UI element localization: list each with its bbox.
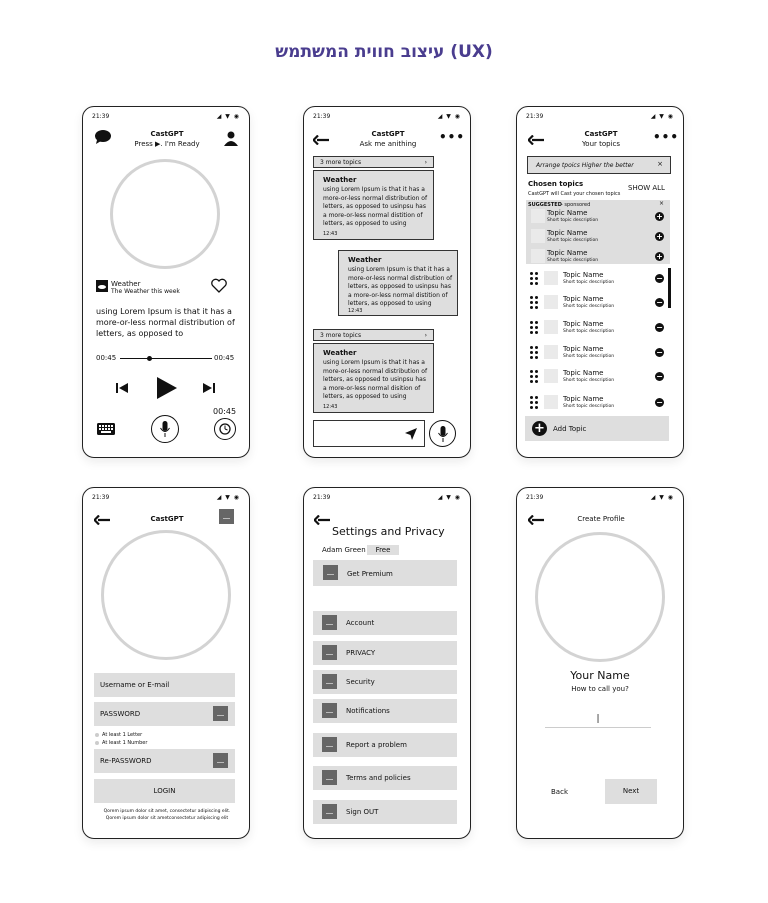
password-rule-letter: At least 1 Letter bbox=[102, 732, 143, 738]
more-topics-bar[interactable] bbox=[313, 156, 434, 168]
message-title: Weather bbox=[323, 349, 357, 357]
topic-name: Topic Name bbox=[547, 249, 588, 257]
phone-player bbox=[82, 106, 250, 458]
sponsored-label: - sponsored bbox=[561, 202, 591, 208]
chevron-right-icon: › bbox=[424, 332, 427, 339]
timer-icon bbox=[219, 423, 231, 435]
premium-icon bbox=[323, 565, 338, 580]
add-circle-icon[interactable]: + bbox=[656, 252, 663, 261]
timer-label: 00:45 bbox=[213, 407, 237, 416]
rule-dot bbox=[95, 733, 99, 737]
settings-item[interactable] bbox=[313, 641, 457, 665]
text-cursor: | bbox=[596, 714, 600, 724]
elapsed-time: 00:45 bbox=[96, 354, 117, 362]
more-menu-icon[interactable]: ••• bbox=[439, 130, 466, 144]
back-button[interactable]: Back bbox=[551, 788, 568, 796]
phone-topics bbox=[516, 106, 684, 458]
settings-item[interactable] bbox=[313, 800, 457, 824]
topic-description: Short topic description bbox=[563, 280, 615, 285]
previous-icon[interactable] bbox=[116, 382, 128, 394]
suggested-topic-row[interactable] bbox=[529, 208, 669, 226]
drag-handle-icon[interactable] bbox=[530, 346, 540, 356]
heart-icon[interactable] bbox=[211, 278, 227, 293]
status-bar bbox=[92, 113, 240, 121]
login-label: LOGIN bbox=[153, 787, 176, 795]
password-input[interactable] bbox=[94, 702, 235, 726]
settings-item-icon bbox=[322, 615, 337, 630]
send-icon[interactable] bbox=[405, 428, 417, 440]
next-button[interactable] bbox=[605, 779, 657, 804]
topic-thumbnail bbox=[544, 295, 558, 309]
phone-profile bbox=[516, 487, 684, 839]
chosen-topics-description: CastGPT will Cast your chosen topics bbox=[528, 191, 621, 197]
status-time: 21:39 bbox=[526, 494, 544, 501]
rule-dot bbox=[95, 741, 99, 745]
footer-text: Qorem ipsum dolor sit amet, consectetur adipiscing elit. bbox=[103, 809, 231, 814]
topic-name: Topic Name bbox=[563, 345, 604, 353]
topic-name: Topic Name bbox=[547, 229, 588, 237]
add-circle-icon[interactable]: + bbox=[656, 212, 663, 221]
close-icon[interactable]: × bbox=[658, 200, 664, 207]
topic-name: Topic Name bbox=[563, 295, 604, 303]
drag-handle-icon[interactable] bbox=[530, 396, 540, 406]
topic-thumbnail bbox=[544, 320, 558, 334]
message-time: 12:43 bbox=[323, 404, 338, 410]
username-input[interactable] bbox=[94, 673, 235, 697]
app-title: CastGPT bbox=[150, 130, 184, 138]
weather-icon bbox=[96, 280, 108, 292]
topic-thumbnail bbox=[544, 395, 558, 409]
topic-description: Short topic description bbox=[547, 258, 599, 263]
more-topics-label: 3 more topics bbox=[320, 332, 362, 339]
topic-name: Topic Name bbox=[563, 395, 604, 403]
add-circle-icon[interactable]: + bbox=[656, 232, 663, 241]
add-topic-label: Add Topic bbox=[553, 425, 587, 433]
settings-item-icon bbox=[322, 645, 337, 660]
show-all-link[interactable]: SHOW ALL bbox=[628, 184, 665, 192]
user-name: Adam Green bbox=[322, 546, 366, 554]
widget-title: Weather bbox=[111, 280, 141, 288]
status-time: 21:39 bbox=[92, 113, 110, 120]
topic-name: Topic Name bbox=[547, 209, 588, 217]
back-arrow-icon[interactable] bbox=[314, 515, 330, 525]
settings-item-icon bbox=[322, 770, 337, 785]
plan-badge: Free bbox=[367, 545, 399, 555]
chosen-topic-row[interactable] bbox=[527, 344, 667, 362]
status-icons: ◢ ▼ ◉ bbox=[216, 494, 240, 501]
topic-description: Short topic description bbox=[563, 404, 615, 409]
remove-circle-icon[interactable]: − bbox=[656, 274, 663, 283]
more-menu-icon[interactable]: ••• bbox=[653, 130, 680, 144]
settings-item-icon bbox=[322, 804, 337, 819]
remove-circle-icon[interactable]: − bbox=[656, 348, 663, 357]
status-bar bbox=[526, 113, 674, 121]
chosen-topic-row[interactable] bbox=[527, 368, 667, 386]
chat-message bbox=[338, 250, 458, 316]
topic-name: Topic Name bbox=[563, 271, 604, 279]
app-subtitle: Your topics bbox=[581, 140, 621, 148]
message-body: using Lorem Ipsum is that it has a more-or-less normal distribution of letters, as opposed to usinpsu has a more-or-less normal distition of letters, as opposed to using bbox=[348, 266, 453, 307]
repassword-placeholder: Re-PASSWORD bbox=[100, 757, 152, 765]
topic-thumbnail bbox=[531, 209, 545, 223]
chosen-topic-row[interactable] bbox=[527, 270, 667, 288]
chosen-topics-heading: Chosen topics bbox=[528, 180, 584, 188]
settings-item-label: Account bbox=[346, 619, 375, 627]
suggested-topic-row[interactable] bbox=[529, 228, 669, 246]
more-topics-label: 3 more topics bbox=[320, 159, 362, 166]
premium-label: Get Premium bbox=[347, 570, 393, 578]
chat-message bbox=[313, 343, 434, 413]
your-name-heading: Your Name bbox=[570, 669, 630, 682]
topic-name: Topic Name bbox=[563, 320, 604, 328]
topic-description: Short topic description bbox=[547, 238, 599, 243]
topic-thumbnail bbox=[544, 369, 558, 383]
status-time: 21:39 bbox=[526, 113, 544, 120]
settings-item-icon bbox=[322, 737, 337, 752]
settings-item-icon bbox=[322, 703, 337, 718]
remove-circle-icon[interactable]: − bbox=[656, 398, 663, 407]
message-title: Weather bbox=[348, 256, 382, 264]
status-time: 21:39 bbox=[313, 113, 331, 120]
remove-circle-icon[interactable]: − bbox=[656, 298, 663, 307]
progress-track[interactable] bbox=[120, 358, 212, 359]
password-placeholder: PASSWORD bbox=[100, 710, 141, 718]
back-arrow-icon[interactable] bbox=[528, 515, 544, 525]
status-bar bbox=[526, 494, 674, 502]
play-icon[interactable] bbox=[156, 376, 178, 400]
image-placeholder-icon bbox=[219, 509, 234, 524]
progress-knob[interactable] bbox=[147, 356, 152, 361]
phone-chat bbox=[303, 106, 471, 458]
topic-description: Short topic description bbox=[547, 218, 599, 223]
phone-login bbox=[82, 487, 250, 839]
status-icons: ◢ ▼ ◉ bbox=[216, 113, 240, 120]
settings-item[interactable] bbox=[313, 611, 457, 635]
page-title: עיצוב חווית המשתמש (UX) bbox=[275, 42, 493, 62]
settings-item-label: Sign OUT bbox=[346, 808, 379, 816]
get-premium-button[interactable] bbox=[313, 560, 457, 586]
settings-item-label: Terms and policies bbox=[346, 774, 411, 782]
app-subtitle: Press ▶. I'm Ready bbox=[134, 140, 200, 148]
mic-icon bbox=[438, 426, 448, 442]
next-icon[interactable] bbox=[203, 382, 215, 394]
settings-item-label: Report a problem bbox=[346, 741, 407, 749]
username-placeholder: Username or E-mail bbox=[100, 681, 170, 689]
drag-handle-icon[interactable] bbox=[530, 321, 540, 331]
status-bar bbox=[313, 113, 461, 121]
arrange-banner bbox=[527, 156, 671, 174]
topic-name: Topic Name bbox=[563, 369, 604, 377]
cover-circle bbox=[110, 159, 220, 269]
chosen-topic-row[interactable] bbox=[527, 319, 667, 337]
remove-circle-icon[interactable]: − bbox=[656, 372, 663, 381]
timer-button[interactable] bbox=[214, 418, 236, 440]
status-bar bbox=[92, 494, 240, 502]
next-label: Next bbox=[622, 787, 640, 795]
status-icons: ◢ ▼ ◉ bbox=[650, 113, 674, 120]
remove-circle-icon[interactable]: − bbox=[656, 323, 663, 332]
scrollbar[interactable] bbox=[668, 268, 671, 308]
settings-item-label: PRIVACY bbox=[346, 649, 376, 657]
topic-description: Short topic description bbox=[563, 304, 615, 309]
plus-circle-icon: + bbox=[532, 421, 547, 436]
settings-item[interactable] bbox=[313, 670, 457, 694]
topic-thumbnail bbox=[531, 249, 545, 263]
suggested-label: SUGGESTED bbox=[528, 202, 562, 208]
topic-thumbnail bbox=[531, 229, 545, 243]
app-subtitle: Ask me anithing bbox=[359, 140, 417, 148]
chosen-topic-row[interactable] bbox=[527, 294, 667, 312]
status-time: 21:39 bbox=[313, 494, 331, 501]
chat-message bbox=[313, 170, 434, 240]
password-rule-number: At least 1 Number bbox=[102, 740, 148, 746]
topic-description: Short topic description bbox=[563, 354, 615, 359]
back-arrow-icon[interactable] bbox=[94, 515, 110, 525]
status-icons: ◢ ▼ ◉ bbox=[437, 113, 461, 120]
add-topic-button[interactable] bbox=[525, 416, 669, 441]
status-icons: ◢ ▼ ◉ bbox=[437, 494, 461, 501]
status-icons: ◢ ▼ ◉ bbox=[650, 494, 674, 501]
settings-item[interactable] bbox=[313, 766, 457, 790]
banner-text: Arrange tpoics Higher the better bbox=[536, 162, 634, 169]
chosen-topic-row[interactable] bbox=[527, 394, 667, 412]
profile-photo-circle[interactable] bbox=[535, 532, 665, 662]
message-time: 12:43 bbox=[323, 231, 338, 237]
settings-item[interactable] bbox=[313, 699, 457, 723]
profile-icon[interactable] bbox=[224, 131, 238, 146]
episode-text: using Lorem Ipsum is that it has a more-or-less normal distribution of letters, as opposed to bbox=[96, 307, 235, 338]
show-password-icon[interactable] bbox=[213, 753, 228, 768]
avatar-circle bbox=[101, 530, 231, 660]
more-topics-bar[interactable] bbox=[313, 329, 434, 341]
status-bar bbox=[313, 494, 461, 502]
back-arrow-icon[interactable] bbox=[528, 135, 544, 145]
message-body: using Lorem Ipsum is that it has a more-or-less normal distribution of letters, as opposed to usinpsu has a more-or-less normal disition of letters, as opposed to using bbox=[323, 359, 428, 400]
mic-button[interactable] bbox=[429, 420, 456, 447]
message-body: using Lorem Ipsum is that it has a more-or-less normal distribution of letters, as opposed to usinpsu has a more-or-less normal distition of letters, as opposed to using bbox=[323, 186, 428, 227]
topic-description: Short topic description bbox=[563, 329, 615, 334]
name-input[interactable] bbox=[545, 714, 651, 728]
chat-icon[interactable] bbox=[94, 129, 112, 145]
login-button[interactable] bbox=[94, 779, 235, 803]
widget-subtitle: The Weather this week bbox=[111, 288, 180, 295]
settings-item-label: Security bbox=[346, 678, 375, 686]
settings-title: Settings and Privacy bbox=[332, 525, 445, 538]
suggested-topic-row[interactable] bbox=[529, 248, 669, 266]
name-prompt: How to call you? bbox=[571, 685, 629, 693]
keyboard-icon[interactable] bbox=[97, 423, 115, 435]
drag-handle-icon[interactable] bbox=[530, 370, 540, 380]
app-title: CastGPT bbox=[371, 130, 405, 138]
message-input[interactable] bbox=[313, 420, 425, 447]
mic-button[interactable] bbox=[151, 415, 179, 443]
message-time: 12:43 bbox=[348, 308, 363, 314]
chevron-right-icon: › bbox=[424, 159, 427, 166]
show-password-icon[interactable] bbox=[213, 706, 228, 721]
drag-handle-icon[interactable] bbox=[530, 296, 540, 306]
status-time: 21:39 bbox=[92, 494, 110, 501]
settings-item-icon bbox=[322, 674, 337, 689]
topic-thumbnail bbox=[544, 345, 558, 359]
settings-item-label: Notifications bbox=[346, 707, 390, 715]
topic-thumbnail bbox=[544, 271, 558, 285]
drag-handle-icon[interactable] bbox=[530, 272, 540, 282]
app-title: CastGPT bbox=[150, 515, 184, 523]
settings-item[interactable] bbox=[313, 733, 457, 757]
phone-settings bbox=[303, 487, 471, 839]
footer-text: Qorem ipsum dolor sit ametconsectetur adipiscing elit bbox=[105, 816, 229, 821]
repassword-input[interactable] bbox=[94, 749, 235, 773]
mic-icon bbox=[160, 421, 170, 437]
app-title: CastGPT bbox=[584, 130, 618, 138]
close-icon[interactable]: × bbox=[657, 160, 663, 168]
message-title: Weather bbox=[323, 176, 357, 184]
total-time: 00:45 bbox=[214, 354, 235, 362]
topic-description: Short topic description bbox=[563, 378, 615, 383]
back-arrow-icon[interactable] bbox=[313, 135, 329, 145]
create-profile-title: Create Profile bbox=[577, 515, 625, 523]
